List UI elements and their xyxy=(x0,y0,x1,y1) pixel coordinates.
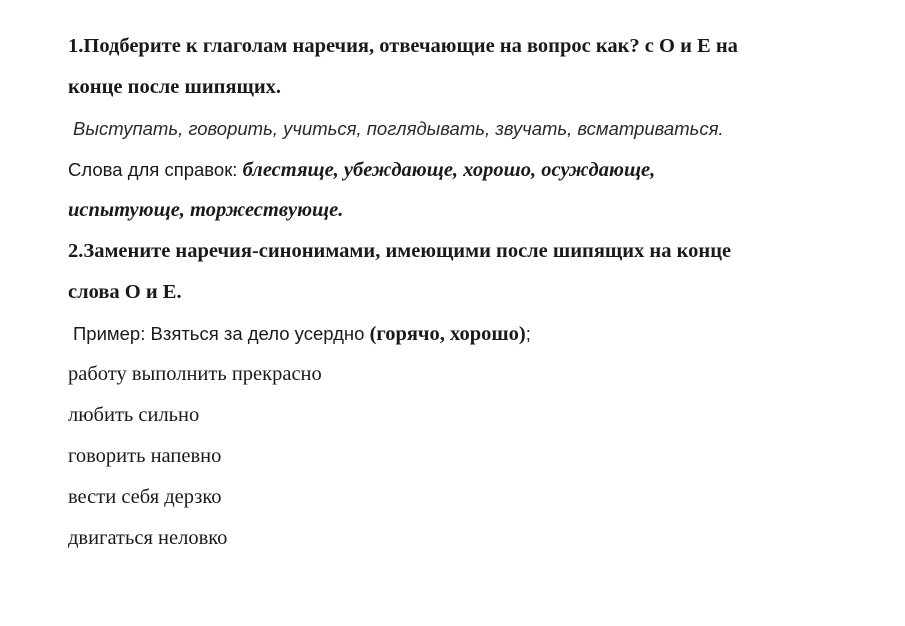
task1-heading-line1: 1.Подберите к глаголам наречия, отвечающие на вопрос как? с О и Е на xyxy=(68,35,738,57)
task1-verbs: Выступать, говорить, учиться, поглядывать, звучать, всматриваться. xyxy=(73,118,724,139)
task2-example-suffix: ; xyxy=(525,323,531,344)
task2-item: двигаться неловко xyxy=(68,527,228,549)
task2-item: говорить напевно xyxy=(68,445,222,467)
task1-hint-words-1: блестяще, убеждающе, хорошо, осуждающе, xyxy=(242,159,656,181)
task2-item: работу выполнить прекрасно xyxy=(68,363,322,385)
task2-example-prefix: Пример: Взяться за дело усердно xyxy=(73,323,370,344)
task1-hint-label: Слова для справок: xyxy=(68,159,243,180)
task1-heading-line2: конце после шипящих. xyxy=(68,76,282,98)
task2-item: любить сильно xyxy=(68,404,200,426)
task1-hint-words-2: испытующе, торжествующе. xyxy=(68,199,344,221)
task2-item: вести себя дерзко xyxy=(68,486,222,508)
worksheet xyxy=(68,26,888,559)
task2-example xyxy=(68,313,888,354)
task1-verbs-line xyxy=(68,108,888,149)
task2-example-answer: (горячо, хорошо) xyxy=(369,323,526,345)
task2-heading-line2: слова О и Е. xyxy=(68,281,182,303)
task1-hint-line1 xyxy=(68,149,888,190)
task2-heading-line1: 2.Замените наречия-синонимами, имеющими после шипящих на конце xyxy=(68,240,732,262)
